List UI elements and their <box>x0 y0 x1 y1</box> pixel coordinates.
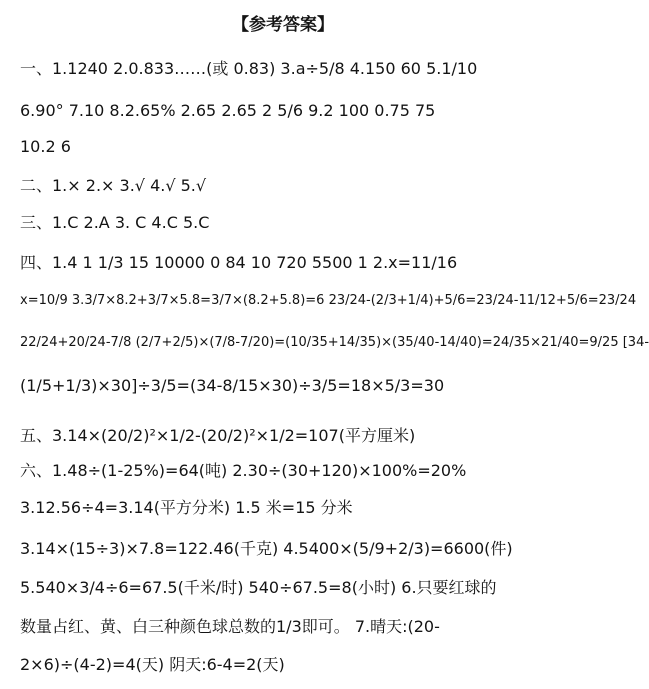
answer-line-2: 6.90° 7.10 8.2.65% 2.65 2.65 2 5/6 9.2 100 0.75 75 <box>20 101 436 120</box>
answer-line-12: 3.12.56÷4=3.14(平方分米) 1.5 米=15 分米 <box>20 498 353 517</box>
answer-line-4: 二、1.× 2.× 3.√ 4.√ 5.√ <box>20 176 207 195</box>
answer-line-5: 三、1.C 2.A 3. C 4.C 5.C <box>20 213 210 232</box>
answer-line-14: 5.540×3/4÷6=67.5(千米/时) 540÷67.5=8(小时) 6.只要红球的 <box>20 578 497 597</box>
answer-line-11: 六、1.48÷(1-25%)=64(吨) 2.30÷(30+120)×100%=20% <box>20 461 467 480</box>
answer-line-10: 五、3.14×(20/2)²×1/2-(20/2)²×1/2=107(平方厘米) <box>20 426 416 445</box>
answer-line-9: (1/5+1/3)×30]÷3/5=(34-8/15×30)÷3/5=18×5/3=30 <box>20 376 445 395</box>
page-title: 【参考答案】 <box>232 15 334 35</box>
answer-line-3: 10.2 6 <box>20 137 71 156</box>
answer-line-7: x=10/9 3.3/7×8.2+3/7×5.8=3/7×(8.2+5.8)=6 23/24-(2/3+1/4)+5/6=23/24-11/12+5/6=23/24 <box>20 293 637 308</box>
answer-line-6: 四、1.4 1 1/3 15 10000 0 84 10 720 5500 1 2.x=11/16 <box>20 253 458 272</box>
answer-line-15: 数量占红、黄、白三种颜色球总数的1/3即可。 7.晴天:(20- <box>20 617 440 636</box>
answer-line-13: 3.14×(15÷3)×7.8=122.46(千克) 4.5400×(5/9+2/3)=6600(件) <box>20 539 513 558</box>
answer-line-16: 2×6)÷(4-2)=4(天) 阴天:6-4=2(天) <box>20 655 285 674</box>
answer-line-1: 一、1.1240 2.0.833……(或 0.83) 3.a÷5/8 4.150 60 5.1/10 <box>20 59 478 78</box>
answer-line-8: 22/24+20/24-7/8 (2/7+2/5)×(7/8-7/20)=(10/35+14/35)×(35/40-14/40)=24/35×21/40=9/25 [34- <box>20 335 649 350</box>
